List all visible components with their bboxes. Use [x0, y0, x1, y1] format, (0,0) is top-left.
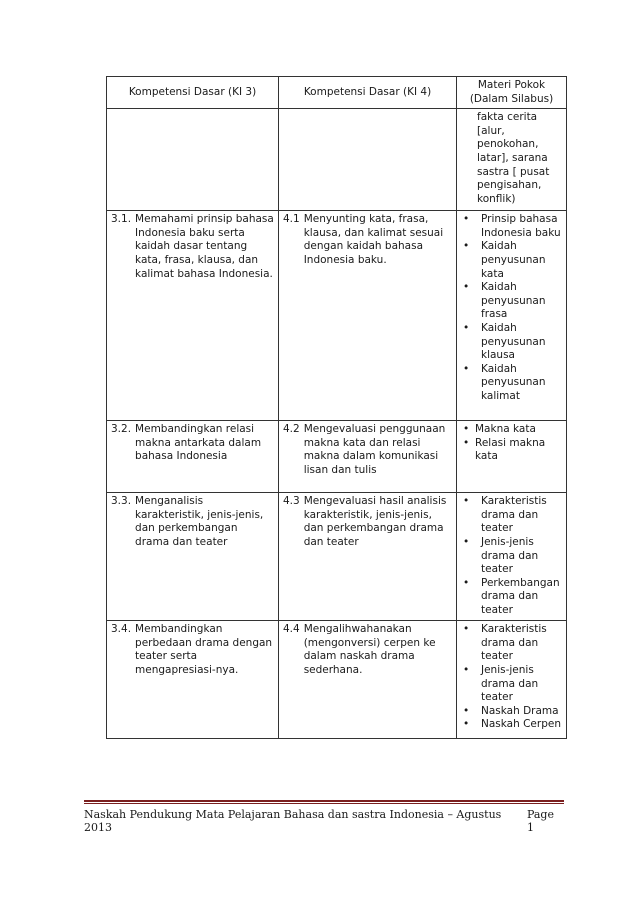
kd4-number: 4.4 — [283, 623, 300, 636]
list-item: • Kaidah penyusunan klausa — [463, 321, 546, 362]
kd4-number: 4.2 — [283, 423, 300, 436]
bullet-icon: • — [463, 623, 470, 636]
list-item: • Kaidah penyusunan kalimat — [463, 362, 546, 402]
table-header-row — [107, 77, 567, 109]
list-item: • Jenis-jenis drama dan teater — [463, 535, 539, 576]
header-materi: Materi Pokok (Dalam Silabus) — [457, 77, 567, 109]
table-row — [107, 421, 567, 493]
list-item: • Kaidah penyusunan kata — [463, 240, 546, 280]
cell-kd3 — [107, 211, 279, 421]
table-row — [107, 621, 567, 739]
kd3-text: Membandingkan perbedaan drama dengan teater serta mengapresiasi-nya. — [135, 623, 273, 676]
footer-title: Naskah Pendukung Mata Pelajaran Bahasa dan sastra Indonesia – Agustus 2013 — [84, 808, 502, 834]
bullet-icon: • — [463, 704, 470, 717]
list-item: • Relasi makna kata — [463, 436, 546, 463]
list-item: • Karakteristis drama dan teater — [463, 623, 547, 663]
list-item: • Kaidah penyusunan frasa — [463, 281, 546, 321]
kd3-text: Menganalisis karakteristik, jenis-jenis, dan perkembangan drama dan teater — [135, 495, 264, 548]
kd4-text: Mengalihwahanakan (mengonversi) cerpen ke dalam naskah drama sederhana. — [303, 623, 436, 676]
kd3-number: 3.2. — [111, 423, 132, 436]
kd4-text: Menyunting kata, frasa, klausa, dan kalimat sesuai dengan kaidah bahasa Indonesia baku. — [303, 213, 444, 266]
bullet-icon: • — [463, 535, 470, 548]
bullet-icon: • — [463, 436, 470, 449]
cell-materi — [457, 211, 567, 421]
cell-kd3 — [107, 493, 279, 621]
bullet-icon: • — [463, 321, 470, 334]
footer-rule-thin — [84, 803, 564, 804]
table-row — [107, 493, 567, 621]
bullet-icon: • — [463, 663, 470, 676]
kd3-number: 3.1. — [111, 213, 132, 226]
cell-kd3-empty — [107, 109, 279, 211]
bullet-icon: • — [463, 495, 470, 508]
cell-materi-continuation — [457, 109, 567, 211]
list-item: • Naskah Drama — [463, 704, 559, 717]
cell-kd4 — [279, 211, 457, 421]
bullet-icon: • — [463, 576, 470, 589]
bullet-icon: • — [463, 718, 470, 731]
kd3-number: 3.4. — [111, 623, 132, 636]
list-item: • Jenis-jenis drama dan teater — [463, 663, 539, 704]
kd3-text: Membandingkan relasi makna antarkata dalam bahasa Indonesia — [135, 423, 262, 463]
materi-list — [461, 495, 562, 617]
header-kd3: Kompetensi Dasar (KI 3) — [107, 77, 279, 109]
kd4-text: Mengevaluasi hasil analisis karakteristik, jenis-jenis, dan perkembangan drama dan teater — [303, 495, 447, 548]
bullet-icon: • — [463, 281, 470, 294]
footer-rule — [84, 800, 564, 802]
materi-list — [461, 213, 562, 403]
bullet-icon: • — [463, 362, 470, 375]
cell-materi — [457, 421, 567, 493]
cell-kd4 — [279, 493, 457, 621]
kd3-text: Memahami prinsip bahasa Indonesia baku serta kaidah dasar tentang kata, frasa, klausa, dan kalimat bahasa Indonesia. — [135, 213, 274, 280]
bullet-icon: • — [463, 423, 470, 436]
footer-row — [84, 808, 564, 834]
cell-kd4-empty — [279, 109, 457, 211]
kd4-number: 4.1 — [283, 213, 300, 226]
page-number: Page 1 — [526, 808, 554, 834]
header-kd4: Kompetensi Dasar (KI 4) — [279, 77, 457, 109]
bullet-icon: • — [463, 213, 470, 226]
cell-kd4 — [279, 421, 457, 493]
list-item: • Makna kata — [463, 423, 536, 436]
cell-materi — [457, 493, 567, 621]
kd4-text: Mengevaluasi penggunaan makna kata dan relasi makna dalam komunikasi lisan dan tulis — [303, 423, 446, 476]
materi-list — [461, 623, 562, 732]
cell-materi — [457, 621, 567, 739]
list-item: • Perkembangan drama dan teater — [463, 576, 560, 616]
table-row — [107, 211, 567, 421]
cell-kd3 — [107, 421, 279, 493]
materi-list — [461, 423, 562, 464]
list-item: • Prinsip bahasa Indonesia baku — [463, 213, 561, 239]
list-item: • Naskah Cerpen — [463, 718, 561, 731]
bullet-icon: • — [463, 240, 470, 253]
cell-kd3 — [107, 621, 279, 739]
list-item: • Karakteristis drama dan teater — [463, 495, 547, 535]
kd3-number: 3.3. — [111, 495, 132, 508]
continuation-text: fakta cerita [alur, penokohan, latar], sarana sastra [ pusat pengisahan, konflik) — [477, 111, 550, 205]
kd4-number: 4.3 — [283, 495, 300, 508]
table-row-continuation — [107, 109, 567, 211]
cell-kd4 — [279, 621, 457, 739]
page-footer — [84, 800, 564, 834]
kompetensi-table — [106, 76, 567, 739]
